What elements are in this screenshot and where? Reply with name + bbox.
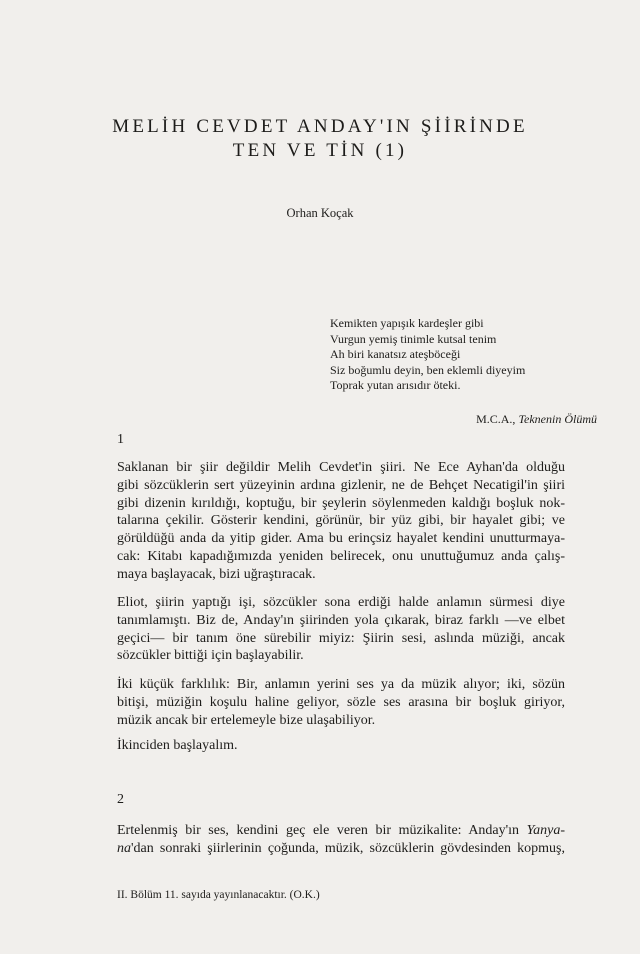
text-line: görüldüğü anda da yitip gider. Ama bu erinçsiz hayalet kendini unutturmaya-: [117, 531, 565, 547]
text-line: sözcükler bittiği için başlayabilir.: [117, 648, 304, 664]
paragraph-1: [117, 459, 565, 584]
text-line: gibi sözcüklerin sert yüzeyinin ardına gizlenir, ne de Behçet Necatigil'in şiiri: [117, 477, 565, 493]
epigraph-attribution: [476, 412, 597, 427]
attribution-author: M.C.A.,: [476, 412, 519, 426]
text-line: talarına çekilir. Gösterir kendini, görünür, bir yüz gibi, bir hayalet gibi; ve: [117, 513, 565, 529]
article-title-line-1: MELİH CEVDET ANDAY'IN ŞİİRİNDE: [112, 116, 528, 137]
text-line: İki küçük farklılık: Bir, anlamın yerini ses ya da müzik alıyor; iki, sözün: [117, 677, 565, 692]
paragraph-4: [117, 737, 565, 755]
text-line: gibi dizenin kırıldığı, koptuğu, bir şeylerin söylenmeden kaldığı boşluk nok-: [117, 495, 565, 511]
epigraph-line: Toprak yutan arısıdır öteki.: [330, 378, 461, 392]
section-number-2: 2: [117, 792, 124, 807]
attribution-work: Teknenin Ölümü: [518, 412, 597, 426]
text-run: 'dan sonraki şiirlerinin çoğunda, müzik, sözcüklerin gövdesinden kopmuş,: [131, 840, 565, 856]
epigraph-line: Siz boğumlu deyin, ben eklemli diyeyim: [330, 362, 526, 377]
italic-run: Yanya-: [526, 823, 565, 838]
epigraph-line: Kemikten yapışık kardeşler gibi: [330, 316, 484, 330]
epigraph-poem: [330, 316, 610, 394]
paragraph-3: [117, 676, 565, 729]
italic-run: na: [117, 840, 131, 856]
epigraph-line: Vurgun yemiş tinimle kutsal tenim: [330, 331, 497, 346]
text-line: bitişi, müziğin koşulu haline geliyor, sözle ses arasına bir boşluk giriyor,: [117, 694, 565, 710]
text-line: İkinciden başlayalım.: [117, 738, 238, 753]
article-title-line-2: TEN VE TİN (1): [232, 140, 408, 161]
text-line: [117, 822, 565, 840]
text-line: Saklanan bir şiir değildir Melih Cevdet'in şiiri. Ne Ece Ayhan'da olduğu: [117, 460, 565, 475]
text-line: cak: Kitabı kapadığımızda yeniden belirecek, onu unuttuğumuz anda çalış-: [117, 548, 565, 564]
epigraph-line: Ah biri kanatsız ateşböceği: [330, 347, 461, 361]
text-line: Eliot, şiirin yaptığı işi, sözcükler sona erdiği halde anlamın sürmesi diye: [117, 595, 565, 610]
section-number-1: 1: [117, 432, 124, 447]
text-line: maya başlayacak, bizi uğraştıracak.: [117, 566, 316, 582]
text-line: müzik ancak bir ertelemeyle bize ulaşabiliyor.: [117, 712, 376, 728]
paragraph-5: [117, 822, 565, 858]
footnote: II. Bölüm 11. sayıda yayınlanacaktır. (O.K.): [117, 889, 320, 901]
paragraph-2: [117, 594, 565, 665]
text-run: Ertelenmiş bir ses, kendini geç ele veren bir müzikalite: Anday'ın: [117, 823, 527, 838]
text-line: [117, 840, 565, 858]
author-name: Orhan Koçak: [286, 206, 354, 220]
text-line: geçici— bir tanım öne sürebilir miyiz: Şiirin sesi, aslında müziği, ancak: [117, 630, 565, 646]
text-line: tanımlamıştı. Biz de, Anday'ın şiirinden yola çıkarak, biraz farklı —ve elbet: [117, 612, 565, 628]
